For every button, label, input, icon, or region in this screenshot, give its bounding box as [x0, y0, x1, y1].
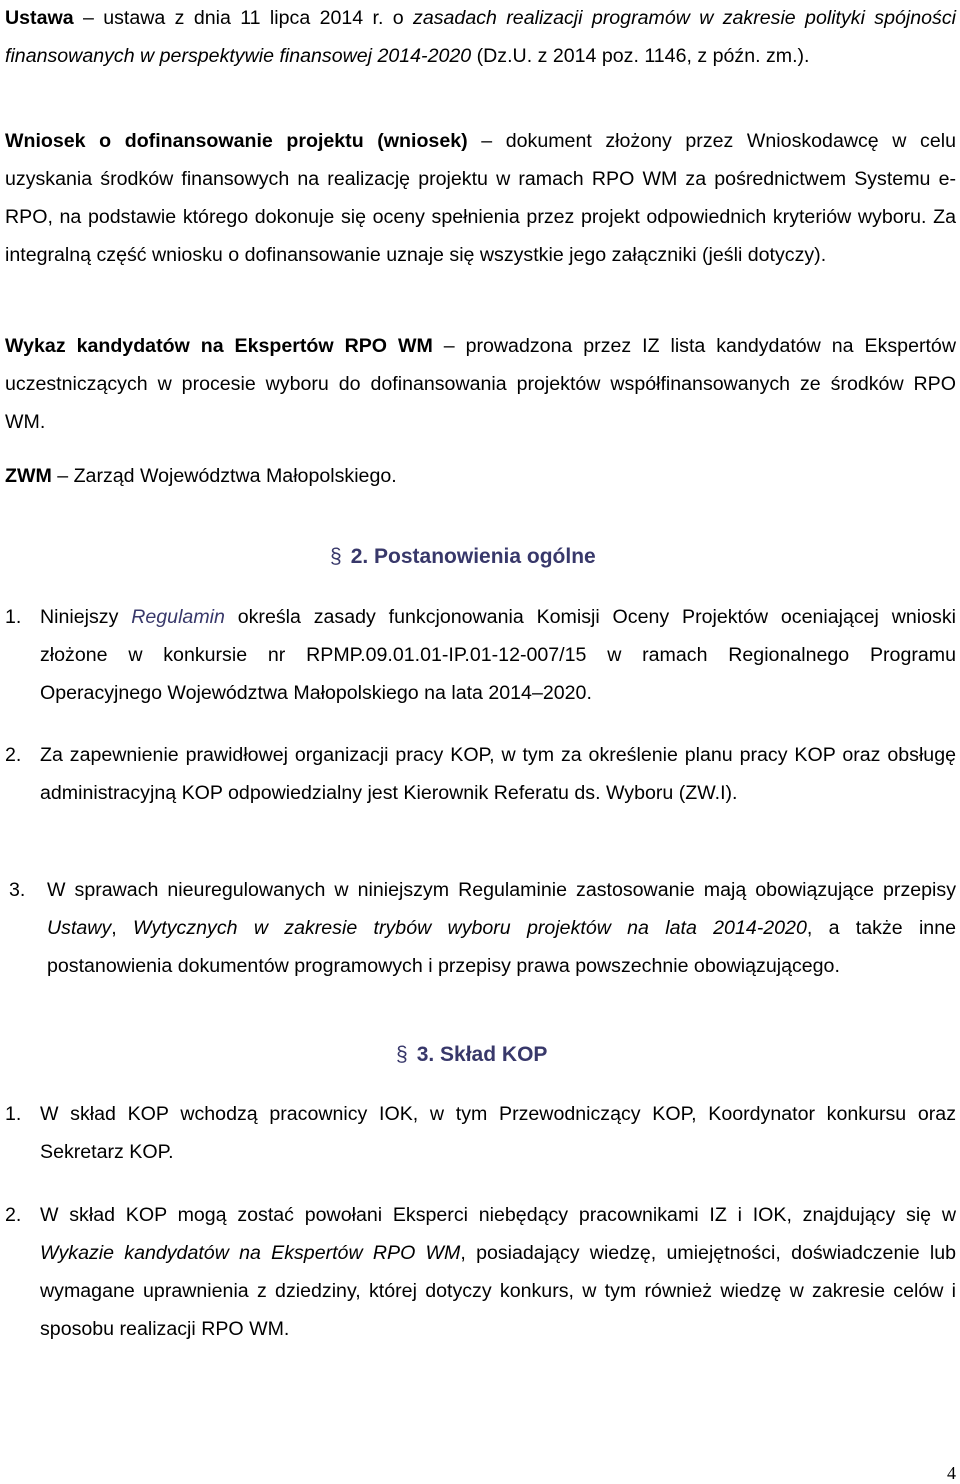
page-number: 4: [947, 1463, 956, 1483]
term-wniosek: Wniosek o dofinansowanie projektu (wniosek): [5, 130, 468, 152]
section-3-item-2: 2. W skład KOP mogą zostać powołani Eksperci niebędący pracownikami IZ i IOK, znajdujący się w Wykazie kandydatów na Ekspertów RPO WM, posiadający wiedzę, umiejętności, doświadczenie lub wymagane uprawnienia z dziedziny, której dotyczy konkurs, w tym również wiedzę w zakresie celów i sposobu realizacji RPO WM.: [5, 1204, 956, 1340]
definition-wykaz: Wykaz kandydatów na Ekspertów RPO WM – prowadzona przez IZ lista kandydatów na Ekspertów uczestniczących w procesie wyboru do dofinansowania projektów współfinansowanych ze środków RPO WM.: [5, 335, 956, 433]
term-zwm: ZWM: [5, 465, 52, 487]
definition-wniosek: Wniosek o dofinansowanie projektu (wniosek) – dokument złożony przez Wnioskodawcę w celu uzyskania środków finansowych na realizację projektu w ramach RPO WM za pośrednictwem Systemu e-RPO, na podstawie którego dokonuje się oceny spełnienia przez projekt odpowiednich kryteriów wyboru. Za integralną część wniosku o dofinansowanie uznaje się wszystkie jego załączniki (jeśli dotyczy).: [5, 130, 956, 266]
section-mark: §: [330, 545, 342, 568]
section-2-item-2: 2. Za zapewnienie prawidłowej organizacji pracy KOP, w tym za określenie planu pracy KOP oraz obsługę administracyjną KOP odpowiedzialny jest Kierownik Referatu ds. Wyboru (ZW.I).: [5, 744, 956, 804]
section-mark: §: [396, 1043, 408, 1066]
term-ustawa: Ustawa: [5, 7, 74, 29]
section-2-item-1: 1. Niniejszy Regulamin określa zasady funkcjonowania Komisji Oceny Projektów oceniającej wnioski złożone w konkursie nr RPMP.09.01.01-IP.01-12-007/15 w ramach Regionalnego Programu Operacyjnego Województwa Małopolskiego na lata 2014–2020.: [5, 606, 956, 704]
definition-zwm: ZWM – Zarząd Województwa Małopolskiego.: [5, 465, 397, 487]
section-2-item-3: 3. W sprawach nieuregulowanych w niniejszym Regulaminie zastosowanie mają obowiązujące przepisy Ustawy, Wytycznych w zakresie trybów wyboru projektów na lata 2014-2020, a także inne postanowienia dokumentów programowych i przepisy prawa powszechnie obowiązującego.: [9, 879, 956, 977]
section-2-heading: § 2. Postanowienia ogólne: [330, 545, 596, 568]
term-wykaz: Wykaz kandydatów na Ekspertów RPO WM: [5, 335, 433, 357]
section-3-heading: § 3. Skład KOP: [396, 1043, 548, 1066]
section-3-item-1: 1. W skład KOP wchodzą pracownicy IOK, w tym Przewodniczący KOP, Koordynator konkursu oraz Sekretarz KOP.: [5, 1103, 956, 1163]
definition-ustawa: Ustawa – ustawa z dnia 11 lipca 2014 r. o zasadach realizacji programów w zakresie polityki spójności finansowanych w perspektywie finansowej 2014-2020 (Dz.U. z 2014 poz. 1146, z późn. zm.).: [5, 7, 956, 67]
